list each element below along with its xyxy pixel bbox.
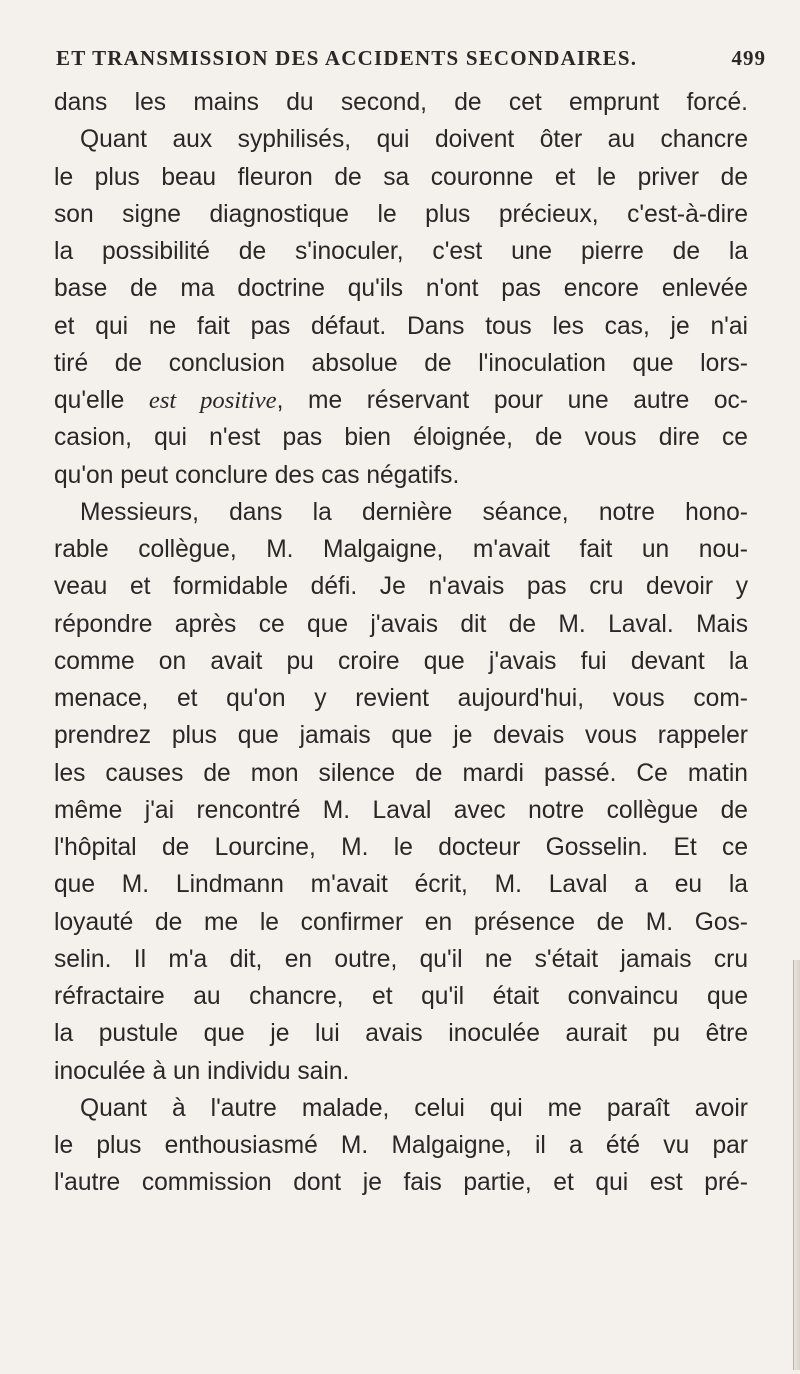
text-line: les causes de mon silence de mardi passé. Ce matin xyxy=(54,759,748,787)
text-line: l'hôpital de Lourcine, M. le docteur Gosselin. Et ce xyxy=(54,834,748,861)
text-line: la possibilité de s'inoculer, c'est une pierre de la xyxy=(54,238,748,265)
text-line: casion, qui n'est pas bien éloignée, de vous dire ce xyxy=(54,424,748,452)
text-line: rable collègue, M. Malgaigne, m'avait fait un nou- xyxy=(54,536,748,563)
text-line: même j'ai rencontré M. Laval avec notre collègue de xyxy=(54,796,748,824)
text-line: l'autre commission dont je fais partie, et qui est pré- xyxy=(54,1169,748,1197)
text-line: répondre après ce que j'avais dit de M. Laval. Mais xyxy=(54,610,748,638)
text-line: selin. Il m'a dit, en outre, qu'il ne s'était jamais cru xyxy=(54,945,748,973)
text-line: le plus enthousiasmé M. Malgaigne, il a été vu par xyxy=(54,1132,748,1159)
running-title: ET TRANSMISSION DES ACCIDENTS SECONDAIRES. xyxy=(56,46,638,70)
text-line: base de ma doctrine qu'ils n'ont pas encore enlevée xyxy=(54,275,748,303)
text-line: loyauté de me le confirmer en présence de M. Gos- xyxy=(54,908,748,936)
page-number: 499 xyxy=(731,46,766,70)
text-line: prendrez plus que jamais que je devais vous rappeler xyxy=(54,722,748,750)
text-line: réfractaire au chancre, et qu'il était convaincu que xyxy=(54,983,748,1010)
italic-emphasis: est positive xyxy=(148,387,277,414)
text-line: que M. Lindmann m'avait écrit, M. Laval a eu la xyxy=(54,871,748,899)
page-header xyxy=(56,46,766,76)
text-line: le plus beau fleuron de sa couronne et le priver de xyxy=(54,163,748,191)
text-line: inoculée à un individu sain. xyxy=(54,1057,350,1085)
text-line: qu'elle est positive, me réservant pour une autre oc- xyxy=(54,387,748,414)
text-line: et qui ne fait pas défaut. Dans tous les cas, je n'ai xyxy=(54,312,748,340)
text-line: la pustule que je lui avais inoculée aurait pu être xyxy=(54,1020,748,1048)
text-line: Messieurs, dans la dernière séance, notre hono- xyxy=(80,498,748,526)
page-edge-shadow xyxy=(793,960,800,1370)
text-line: son signe diagnostique le plus précieux, c'est-à-dire xyxy=(54,200,748,228)
text-line: veau et formidable défi. Je n'avais pas cru devoir y xyxy=(54,573,748,601)
text-line: tiré de conclusion absolue de l'inoculation que lors- xyxy=(54,349,748,377)
text-line: Quant à l'autre malade, celui qui me paraît avoir xyxy=(80,1094,748,1122)
text-line: comme on avait pu croire que j'avais fui devant la xyxy=(54,647,748,675)
body-text xyxy=(54,84,748,1202)
text-line: qu'on peut conclure des cas négatifs. xyxy=(54,461,460,489)
text-line: dans les mains du second, de cet emprunt forcé. xyxy=(54,89,748,116)
text-line: Quant aux syphilisés, qui doivent ôter au chancre xyxy=(80,126,748,154)
text-line: menace, et qu'on y revient aujourd'hui, vous com- xyxy=(54,685,748,712)
